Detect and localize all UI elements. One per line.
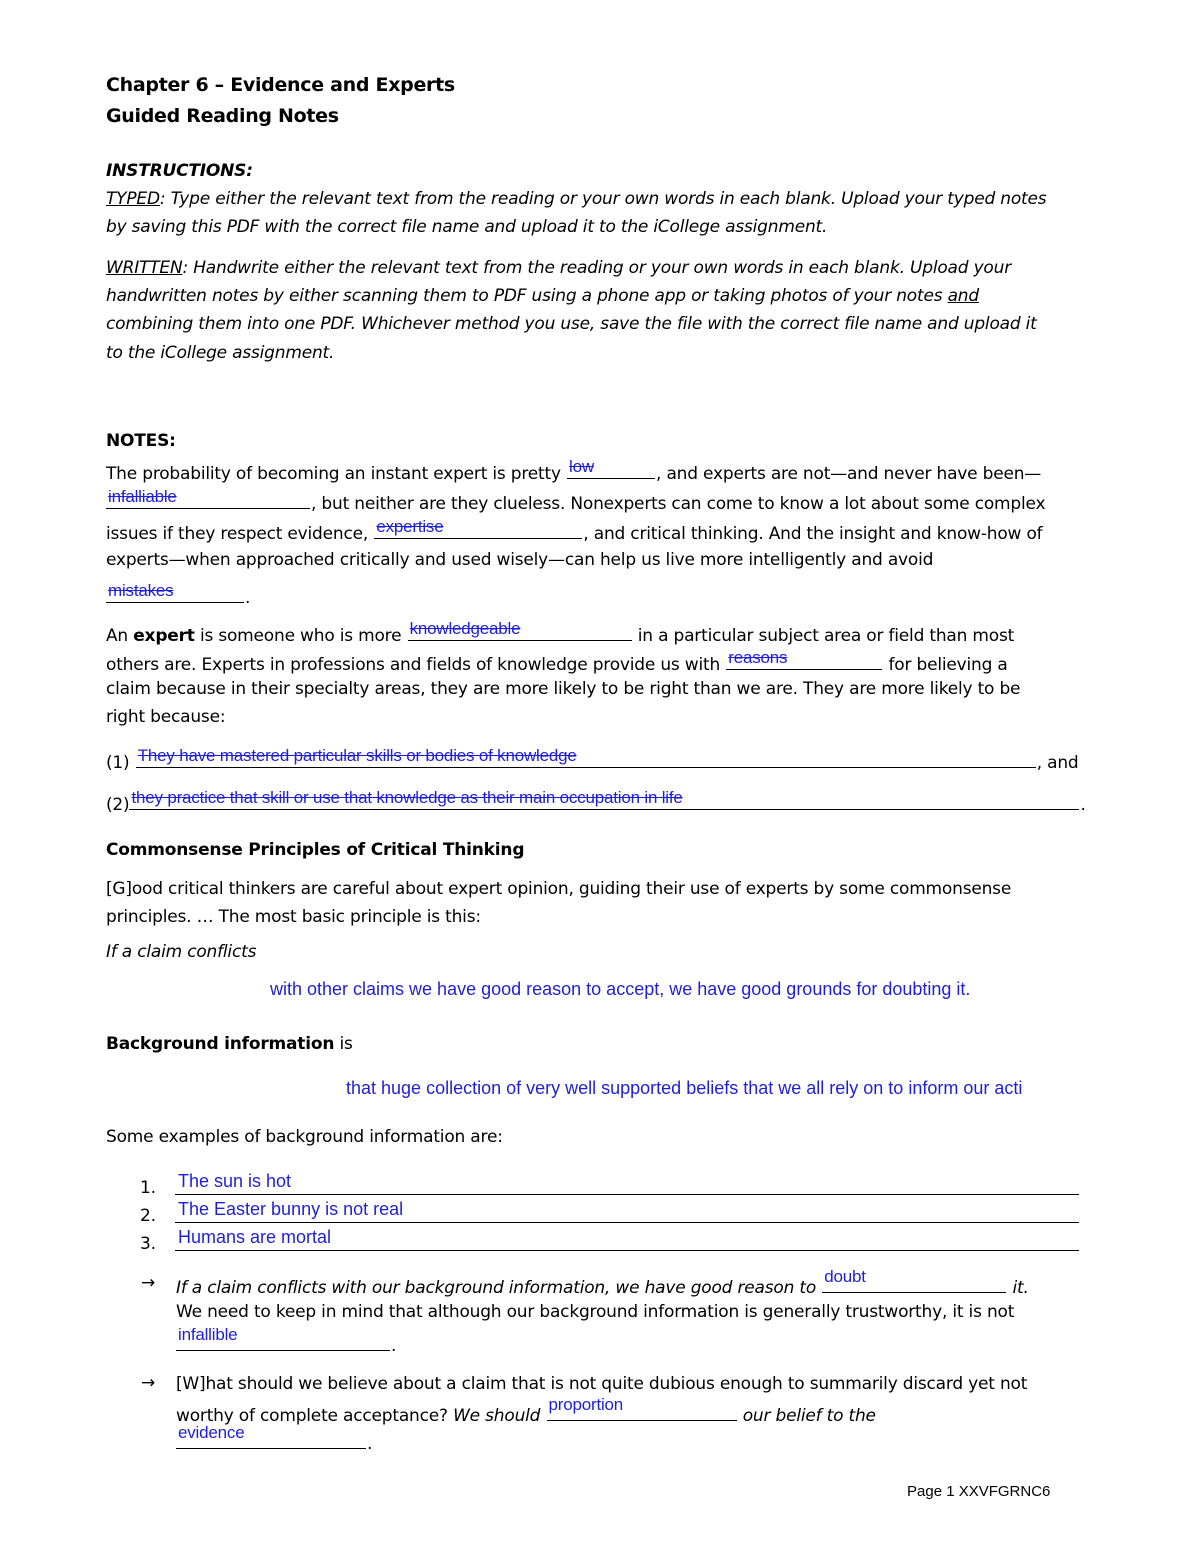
written-instructions-line1 xyxy=(106,254,1011,282)
example-num-2: 2. xyxy=(140,1206,156,1226)
notes-p1-line2: infalliable , but neither are they clueless. Nonexperts can come to know a lot about some complex xyxy=(108,487,1046,514)
notes-heading: NOTES: xyxy=(106,431,176,451)
bullet2-line1: [W]hat should we believe about a claim that is not quite dubious enough to summarily discard yet not xyxy=(176,1374,1028,1394)
background-heading: Background information is xyxy=(106,1034,353,1054)
written-instructions-line3: combining them into one PDF. Whichever method you use, save the file with the correct file name and upload it xyxy=(106,314,1037,334)
blank-mistakes[interactable]: mistakes xyxy=(106,580,244,603)
notes-p2-line3: claim because in their specialty areas, they are more likely to be right than we are. They are more likely to be xyxy=(106,679,1021,699)
example-num-1: 1. xyxy=(140,1178,156,1198)
chapter-title: Chapter 6 – Evidence and Experts xyxy=(106,74,455,96)
blank-reason-2[interactable]: they practice that skill or use that knowledge as their main occupation in life xyxy=(129,787,1079,810)
instructions-heading: INSTRUCTIONS: xyxy=(106,161,253,181)
blank-expertise[interactable]: expertise xyxy=(374,516,582,539)
notes-p2-line4: right because: xyxy=(106,707,226,727)
typed-instructions-line2: by saving this PDF with the correct file name and upload it to the iCollege assignment. xyxy=(106,217,828,237)
blank-reasons[interactable]: reasons xyxy=(726,647,882,670)
written-text-2: handwritten notes by either scanning them to PDF using a phone app or taking photos of your notes xyxy=(106,286,948,306)
expert-term: expert xyxy=(133,626,195,646)
principles-line1: [G]ood critical thinkers are careful about expert opinion, guiding their use of experts by some commonsense xyxy=(106,879,1012,899)
written-and: and xyxy=(947,286,979,306)
principles-line2: principles. … The most basic principle is this: xyxy=(106,907,481,927)
blank-low[interactable]: low xyxy=(567,456,655,479)
guide-subtitle: Guided Reading Notes xyxy=(106,105,339,127)
blank-reason-1[interactable]: They have mastered particular skills or bodies of knowledge xyxy=(136,745,1036,768)
written-label: WRITTEN xyxy=(106,258,183,278)
arrow-icon: → xyxy=(141,1273,156,1293)
written-instructions-line2 xyxy=(106,282,979,310)
bullet2-line2: worthy of complete acceptance? We should proportion our belief to the xyxy=(176,1395,876,1426)
bullet2-line3: evidence . xyxy=(178,1423,373,1454)
notes-p2-line2: others are. Experts in professions and fields of knowledge provide us with reasons for believing a xyxy=(106,648,1008,675)
background-answer[interactable]: that huge collection of very well supported beliefs that we all rely on to inform our acti xyxy=(346,1078,1023,1098)
notes-p1-line1: The probability of becoming an instant expert is pretty low , and experts are not—and never have been— xyxy=(106,457,1042,484)
written-text: : Handwrite either the relevant text from the reading or your own words in each blank. Upload your xyxy=(182,258,1011,278)
typed-text: : Type either the relevant text from the reading or your own words in each blank. Upload your typed notes xyxy=(159,189,1047,209)
page-footer: Page 1 XXVFGRNC6 xyxy=(907,1483,1051,1500)
principles-line3: If a claim conflicts xyxy=(106,942,257,962)
example-line-1 xyxy=(175,1194,1079,1195)
examples-intro: Some examples of background information are: xyxy=(106,1127,503,1147)
typed-label: TYPED xyxy=(106,189,160,209)
notes-p1-line3: issues if they respect evidence, expertise , and critical thinking. And the insight and know-how of xyxy=(106,517,1043,544)
example-text-3[interactable]: Humans are mortal xyxy=(178,1227,332,1247)
blank-doubt[interactable]: doubt xyxy=(822,1270,1006,1293)
arrow-icon: → xyxy=(141,1373,156,1393)
principles-heading: Commonsense Principles of Critical Thinking xyxy=(106,840,525,860)
example-line-3 xyxy=(175,1250,1079,1251)
example-line-2 xyxy=(175,1222,1079,1223)
typed-instructions-line1 xyxy=(106,185,1046,213)
example-num-3: 3. xyxy=(140,1234,156,1254)
blank-proportion[interactable]: proportion xyxy=(547,1398,737,1421)
notes-p1-line4: experts—when approached critically and used wisely—can help us live more intelligently and avoid xyxy=(106,550,934,570)
notes-p1-line5: mistakes . xyxy=(108,581,251,608)
written-instructions-line4: to the iCollege assignment. xyxy=(106,343,335,363)
blank-knowledgeable[interactable]: knowledgeable xyxy=(408,618,632,641)
example-text-2[interactable]: The Easter bunny is not real xyxy=(178,1199,404,1219)
blank-infalliable[interactable]: infalliable xyxy=(106,486,310,509)
bullet1-line1: If a claim conflicts with our background information, we have good reason to doubt it. xyxy=(176,1267,1029,1298)
notes-p2-line1: An expert is someone who is more knowledgeable in a particular subject area or field than most xyxy=(106,619,1015,646)
bullet1-line2: We need to keep in mind that although our background information is generally trustworthy, it is not xyxy=(176,1302,1015,1322)
blank-infallible[interactable]: infallible xyxy=(176,1328,390,1351)
bullet1-line3: infallible . xyxy=(178,1325,397,1356)
principle-answer[interactable]: with other claims we have good reason to accept, we have good grounds for doubting it. xyxy=(270,979,971,999)
reason-item-2: (2) they practice that skill or use that knowledge as their main occupation in life . xyxy=(106,788,1086,815)
blank-evidence[interactable]: evidence xyxy=(176,1426,366,1449)
example-text-1[interactable]: The sun is hot xyxy=(178,1171,292,1191)
reason-item-1: (1) They have mastered particular skills or bodies of knowledge , and xyxy=(106,746,1079,773)
